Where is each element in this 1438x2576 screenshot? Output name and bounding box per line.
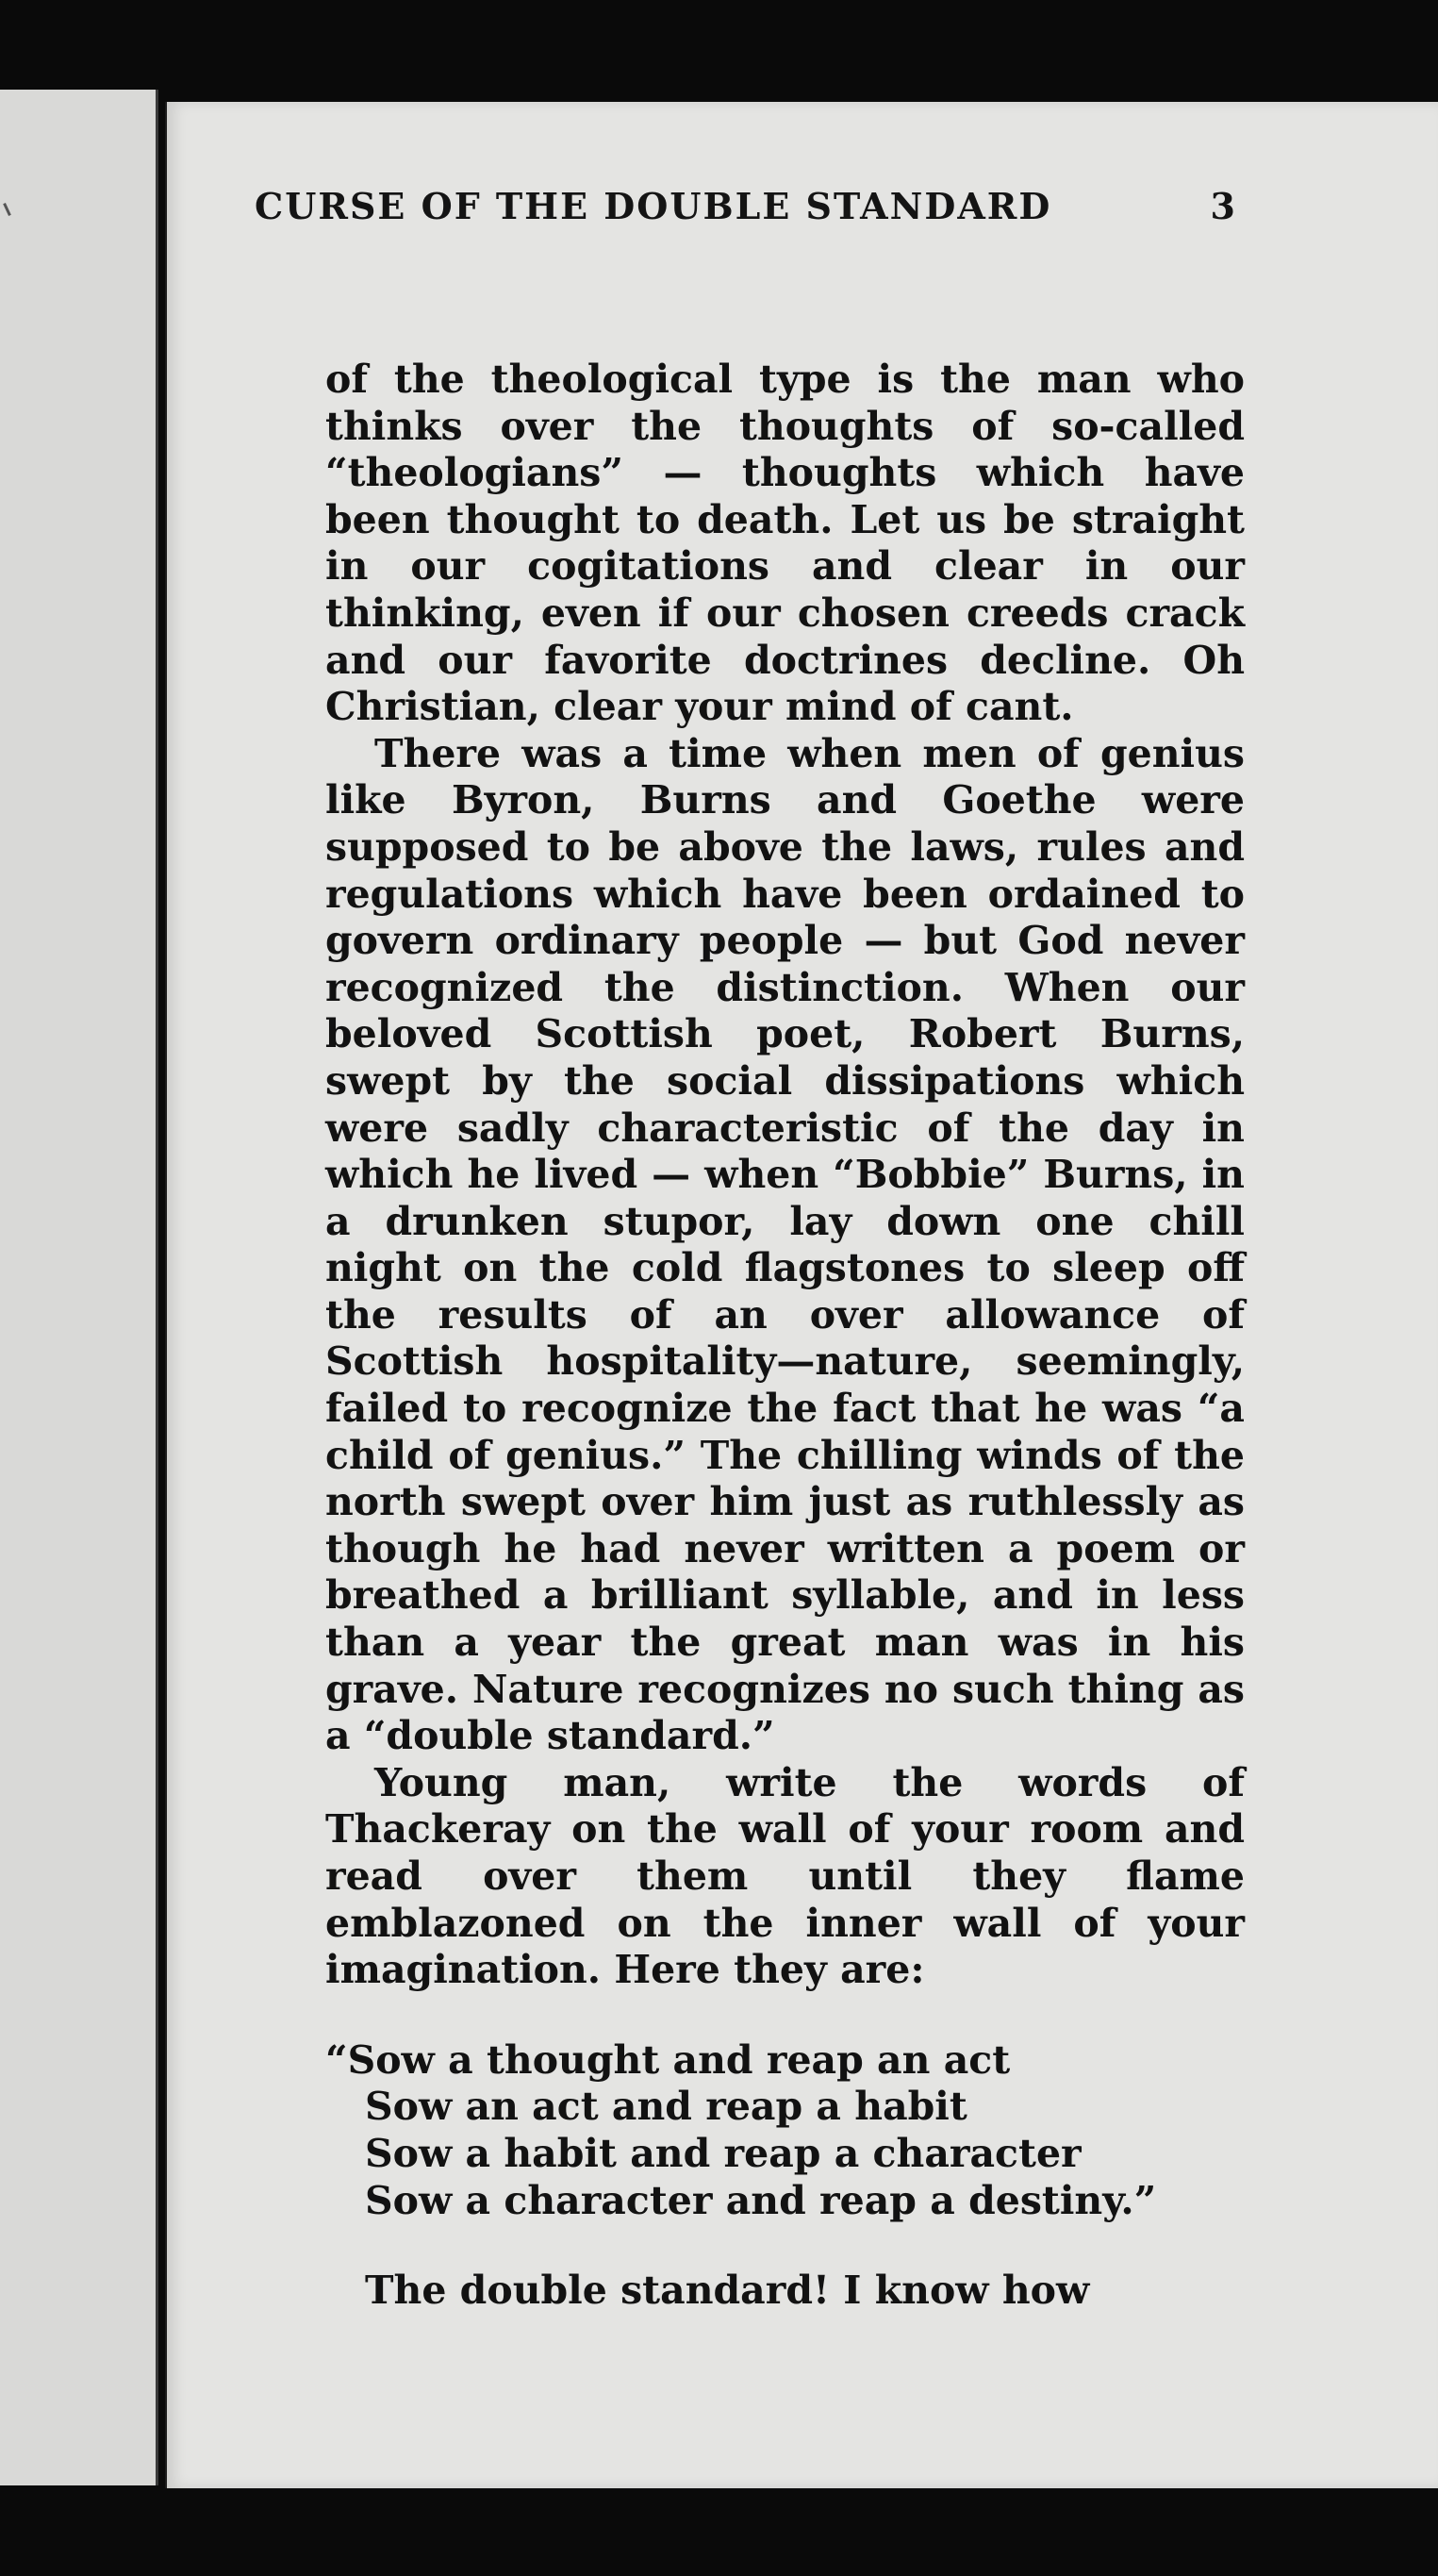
verse-line-1: “Sow a thought and reap an act	[325, 2036, 1011, 2083]
paragraph-3: Young man, write the words of Thackeray on the wall of your room and read over them until they flame emblazoned on the inner wall of your imagination. Here they are:	[325, 1759, 1245, 1993]
ink-mark	[3, 203, 11, 216]
verse-quote	[325, 2037, 1245, 2224]
verse-line-3: Sow a habit and reap a character	[365, 2130, 1082, 2176]
paragraph-1: of the theological type is the man who thinks over the thoughts of so-called “theologians” — thoughts which have been thought to death. Let us be straight in our cogitations and clear in our thinking, even if our chosen creeds crack and our favorite doctrines decline. Oh Christian, clear your mind of cant.	[325, 357, 1245, 730]
adjacent-page-edge	[0, 90, 158, 2485]
paragraph-2: There was a time when men of genius like Byron, Burns and Goethe were supposed to be above the laws, rules and regulations which have been ordained to govern ordinary people — but God never recognized the distinction. When our beloved Scottish poet, Robert Burns, swept by the social dissipations which were sadly characteristic of the day in which he lived — when “Bobbie” Burns, in a drunken stupor, lay down one chill night on the cold flagstones to sleep off the results of an over allowance of Scottish hospitality—nature, seemingly, failed to recognize the fact that he was “a child of genius.” The chilling winds of the north swept over him just as ruthlessly as though he had never written a poem or breathed a brilliant syllable, and in less than a year the great man was in his grave. Nature recognizes no such thing as a “double standard.”	[325, 730, 1245, 1759]
verse-line-2: Sow an act and reap a habit	[365, 2084, 967, 2130]
running-head	[255, 185, 1235, 227]
running-head-title: CURSE OF THE DOUBLE STANDARD	[255, 185, 1052, 227]
closing-line: The double standard! I know how	[365, 2268, 1090, 2314]
verse-line-4: Sow a character and reap a destiny.”	[365, 2177, 1157, 2223]
text-column	[325, 357, 1245, 2315]
page-number: 3	[1210, 185, 1235, 227]
